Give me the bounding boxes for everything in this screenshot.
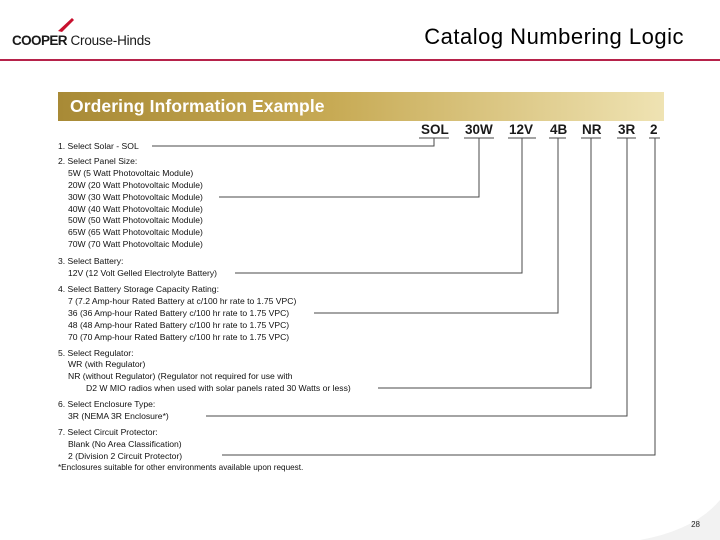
list-item: 65W (65 Watt Photovoltaic Module)	[68, 227, 203, 237]
list-item: 7 (7.2 Amp-hour Rated Battery at c/100 hr rate to 1.75 VPC)	[68, 296, 297, 306]
step-4-heading: 4. Select Battery Storage Capacity Rating:	[58, 284, 219, 294]
step-7-heading: 7. Select Circuit Protector:	[58, 427, 158, 437]
code-segment-sol: SOL	[421, 122, 449, 137]
step-2-heading: 2. Select Panel Size:	[58, 156, 138, 166]
code-segment-regulator: NR	[582, 122, 602, 137]
list-item: 36 (36 Amp-hour Rated Battery c/100 hr rate to 1.75 VPC)	[68, 308, 290, 318]
code-segment-enclosure: 3R	[618, 122, 636, 137]
corner-decoration	[600, 500, 720, 540]
list-item: 50W (50 Watt Photovoltaic Module)	[68, 215, 203, 225]
leader-capacity	[314, 138, 558, 313]
step-6-heading: 6. Select Enclosure Type:	[58, 399, 156, 409]
code-segment-protector: 2	[650, 122, 658, 137]
leader-enclosure	[206, 138, 627, 416]
leader-regulator	[378, 138, 591, 388]
list-item: 12V (12 Volt Gelled Electrolyte Battery)	[68, 268, 218, 278]
leader-sol	[152, 138, 434, 146]
code-segment-capacity: 4B	[550, 122, 568, 137]
list-item: 20W (20 Watt Photovoltaic Module)	[68, 180, 203, 190]
step-3-heading: 3. Select Battery:	[58, 256, 124, 266]
logo-rest: Crouse-Hinds	[66, 33, 151, 48]
list-item: 48 (48 Amp-hour Rated Battery c/100 hr rate to 1.75 VPC)	[68, 320, 290, 330]
slide-title: Catalog Numbering Logic	[424, 24, 684, 49]
list-item: D2 W MIO radios when used with solar panels rated 30 Watts or less)	[86, 383, 351, 393]
step-1-heading: 1. Select Solar - SOL	[58, 141, 139, 151]
code-segment-panel: 30W	[465, 122, 493, 137]
page-number: 28	[691, 520, 700, 529]
banner-title: Ordering Information Example	[70, 96, 325, 116]
leader-panel	[219, 138, 479, 197]
logo-brand: COOPER	[12, 33, 67, 48]
list-item: 40W (40 Watt Photovoltaic Module)	[68, 204, 203, 214]
list-item: NR (without Regulator) (Regulator not required for use with	[68, 371, 293, 381]
list-item: 3R (NEMA 3R Enclosure*)	[68, 411, 169, 421]
list-item: 2 (Division 2 Circuit Protector)	[68, 451, 183, 461]
list-item: Blank (No Area Classification)	[68, 439, 182, 449]
leader-protector	[222, 138, 655, 455]
list-item: 30W (30 Watt Photovoltaic Module)	[68, 192, 203, 202]
step-5-heading: 5. Select Regulator:	[58, 348, 134, 358]
list-item: 70 (70 Amp-hour Rated Battery c/100 hr rate to 1.75 VPC)	[68, 332, 290, 342]
code-segment-battery: 12V	[509, 122, 534, 137]
footnote: *Enclosures suitable for other environments available upon request.	[58, 463, 304, 472]
list-item: WR (with Regulator)	[68, 359, 146, 369]
list-item: 5W (5 Watt Photovoltaic Module)	[68, 168, 194, 178]
list-item: 70W (70 Watt Photovoltaic Module)	[68, 239, 203, 249]
